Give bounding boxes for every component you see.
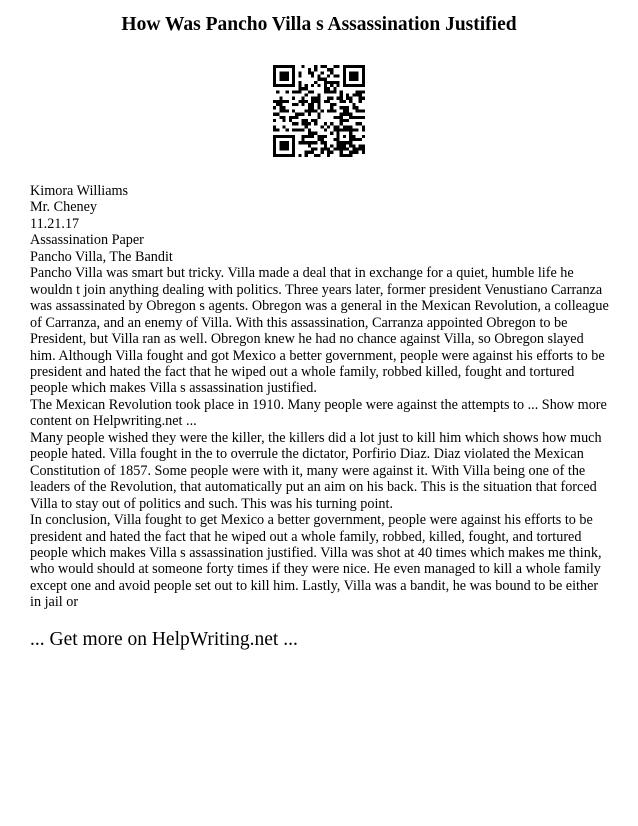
subtitle-line: Pancho Villa, The Bandit — [30, 248, 173, 265]
assignment-line: Assassination Paper — [30, 232, 144, 249]
qr-code-icon — [273, 65, 365, 157]
teacher-line: Mr. Cheney — [30, 199, 97, 216]
paragraph-3: Many people wished they were the killer, the killers did a lot just to kill him which shows how much people hated. Villa fought in the to overrule the dictator, Porfirio Diaz. Diaz violated the Mexican Constitution of 1857. Some people were with it, many were against it. With Villa being one of the leaders of the Revolution, that automatically put an aim on his back. This is the situation that forced Villa to stay out of politics and such. This was his turning point. — [30, 429, 602, 512]
paragraph-1: Pancho Villa was smart but tricky. Villa made a deal that in exchange for a quiet, humble life he wouldn t join anything dealing with politics. Three years later, former president Venustiano Carranza was assassinated by Obregon s agents. Obregon was a general in the Mexican Revolution, a colleague of Carranza, and an enemy of Villa. With this assassination, Carranza appointed Obregon to be President, but Villa ran as well. Obregon knew he had no chance against Villa, so Obregon slayed him. Although Villa fought and got Mexico a better government, people were against his efforts to be president and hated the fact that he wiped out a whole family, robbed killed, fought and tortured people which makes Villa s assassination justified. — [30, 265, 609, 397]
author-line: Kimora Williams — [30, 183, 129, 199]
get-more-link[interactable]: ... Get more on HelpWriting.net ... — [30, 629, 298, 650]
document-title: How Was Pancho Villa s Assassination Justified — [121, 14, 517, 35]
paragraph-4: In conclusion, Villa fought to get Mexico a better government, people were against his efforts to be president and hated the fact that he wiped out a whole family, robbed, killed, fought, and tortured people which makes Villa s assassination justified. Villa was shot at 40 times which makes me think, who would should at someone forty times if they were nice. He even managed to kill a whole family except one and avoid people set out to kill him. Lastly, Villa was a bandit, he was bound to be either in jail or — [30, 512, 602, 611]
document-body — [30, 183, 612, 611]
paragraph-2: The Mexican Revolution took place in 1910. Many people were against the attempts to ... Show more content on Helpwriting.net ... — [30, 396, 607, 430]
date-line: 11.21.17 — [30, 215, 80, 232]
